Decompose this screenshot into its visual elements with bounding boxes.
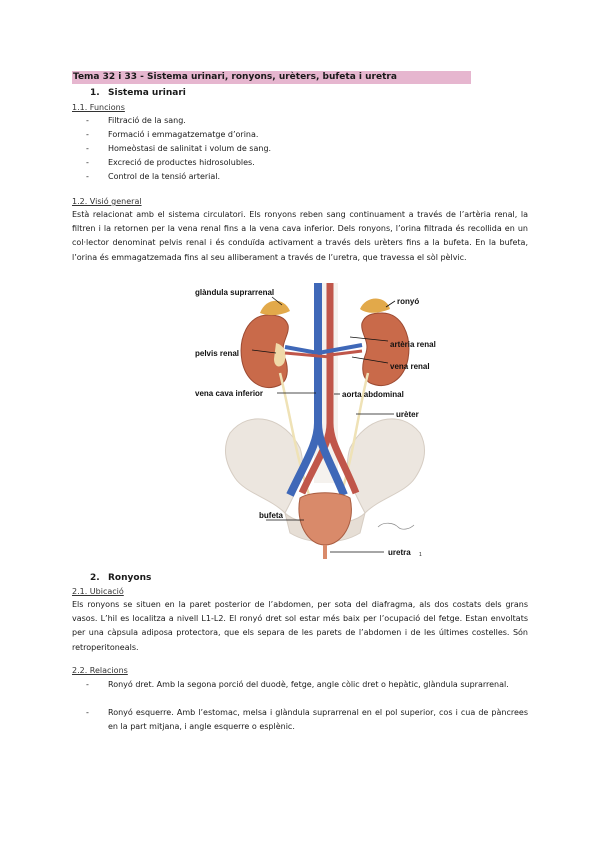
section-2-number: 2. (90, 573, 100, 583)
section-1-title: Sistema urinari (108, 88, 186, 98)
label-bladder: bufeta (259, 511, 283, 520)
label-urethra-reference: 1 (419, 552, 422, 558)
section-1-heading (90, 88, 186, 98)
list-dash: - (86, 708, 89, 717)
list-item-right-kidney: Ronyó dret. Amb la segona porció del duodè, fetge, angle còlic dret o hepàtic, glàndula suprarrenal. (108, 680, 509, 689)
list-item: - Control de la tensió arterial. (86, 172, 221, 181)
label-renal-artery: artèria renal (390, 340, 436, 349)
list-item-left-kidney: Ronyó esquerre. Amb l’estomac, melsa i glàndula suprarrenal en el pol superior, cos i cua de pàncrees en la part mitjana, i angle esquerre o esplènic. (108, 708, 528, 732)
section-2-title: Ronyons (108, 573, 152, 583)
label-abdominal-aorta: aorta abdominal (342, 390, 404, 399)
subsection-2-1-heading: 2.1. Ubicació (72, 587, 124, 596)
label-renal-vein: vena renal (390, 362, 430, 371)
list-item: - Excreció de productes hidrosolubles. (86, 158, 255, 167)
section-2-heading (90, 573, 151, 583)
label-renal-pelvis: pelvis renal (195, 349, 240, 358)
document-title: Tema 32 i 33 - Sistema urinari, ronyons, urèters, bufeta i uretra (72, 71, 471, 84)
section-1-number: 1. (90, 88, 100, 98)
label-kidney: ronyó (397, 297, 420, 306)
paragraph-ubicacio: Els ronyons se situen en la paret posterior de l’abdomen, per sota del diafragma, als dos costats dels grans vasos. L’hil es localitza a nivell L1-L2. El ronyó dret sol estar més baix per l’ocupació del fetge. Estan envoltats per una càpsula adiposa protectora, que els separa de les parets de l’abdomen i de les últimes costelles. Són retroperitoneals. (72, 600, 528, 652)
label-inferior-vena-cava: vena cava inferior (195, 389, 264, 398)
paragraph-vision-general: Està relacionat amb el sistema circulatori. Els ronyons reben sang continuament a través de l’artèria renal, la filtren i la retornen per la vena renal fins a la vena cava inferior. Dels ronyons, l’orina filtrada és recollida en un col·lector denominat pelvis renal i és conduïda activament a través dels urèters fins a la bufeta. En la bufeta, l’orina és emmagatzemada fins al seu alliberament a través de l’uretra, que travessa el sòl pèlvic. (72, 210, 528, 262)
label-adrenal-gland: glàndula suprarrenal (195, 288, 275, 297)
subsection-1-2-heading: 1.2. Visió general (72, 197, 142, 206)
list-item: - Homeòstasi de salinitat i volum de sang. (86, 144, 272, 153)
subsection-1-1-heading: 1.1. Funcions (72, 103, 125, 112)
list-item: - Filtració de la sang. (86, 116, 186, 125)
urinary-system-illustration (190, 283, 460, 563)
list-item: - Formació i emmagatzematge d’orina. (86, 130, 259, 139)
list-dash: - (86, 680, 89, 689)
label-urethra: uretra (388, 548, 411, 557)
label-ureter: urèter (396, 410, 419, 419)
illustrator-signature-icon (378, 523, 414, 529)
subsection-2-2-heading: 2.2. Relacions (72, 666, 128, 675)
